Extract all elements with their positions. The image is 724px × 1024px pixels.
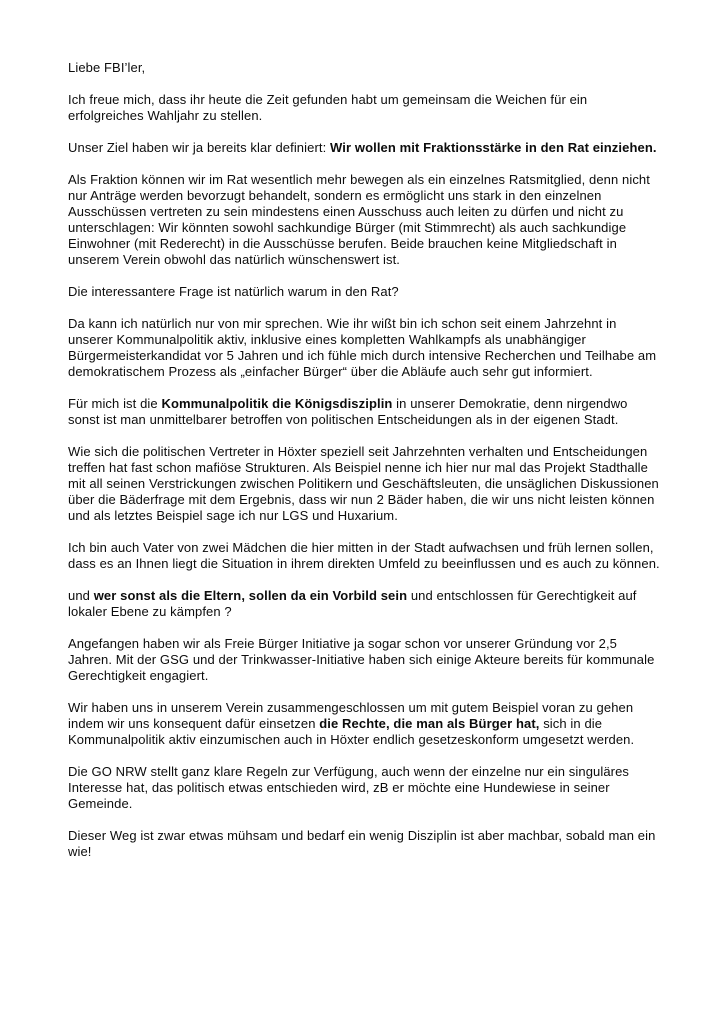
text-run: Ich freue mich, dass ihr heute die Zeit gefunden habt um gemeinsam die Weichen für ein erfolgreiches Wahljahr zu stellen. [68,92,588,123]
text-run-bold: die Rechte, die man als Bürger hat, [319,716,540,731]
paragraph-fbi-anfang [68,636,661,684]
text-run: Die GO NRW stellt ganz klare Regeln zur Verfügung, auch wenn der einzelne nur ein singuläres Interesse hat, das politisch etwas entschieden wird, zB er möchte eine Hundewiese in seiner Gemeinde. [68,764,630,811]
paragraph-koenigsdisziplin [68,396,661,428]
text-run-bold: Kommunalpolitik die Königsdisziplin [161,396,393,411]
paragraph-question [68,284,661,300]
paragraph-salutation [68,60,661,76]
text-run-bold: wer sonst als die Eltern, sollen da ein Vorbild sein [93,588,408,603]
text-run: Wir haben uns in unserem Verein zusammengeschlossen um mit gutem Beispiel voran zu gehen indem wir uns konsequent dafür einsetzen [68,700,634,731]
text-run: und [68,588,94,603]
text-run: Ich bin auch Vater von zwei Mädchen die hier mitten in der Stadt aufwachsen und früh lernen sollen, dass es an Ihnen liegt die Situation in ihrem direkten Umfeld zu beeinflussen und es auch zu können. [68,540,660,571]
paragraph-hoexter-kritik [68,444,661,524]
paragraph-fraktion [68,172,661,268]
paragraph-schluss [68,828,661,860]
text-run: Als Fraktion können wir im Rat wesentlich mehr bewegen als ein einzelnes Ratsmitglied, denn nicht nur Anträge werden bevorzugt behandelt, sondern es ermöglicht uns stark in den einzelnen Ausschüssen vertreten zu sein mindestens einen Ausschuss auch leiten zu dürfen und nicht zu unterschlagen: Wir könnten sowohl sachkundige Bürger (mit Stimmrecht) als auch sachkundige Einwohner (mit Rederecht) in die Ausschüsse berufen. Beide brauchen keine Mitgliedschaft in unserem Verein obwohl das natürlich wünschenswert ist. [68,172,650,267]
paragraph-experience [68,316,661,380]
text-run: und entschlossen für Gerechtigkeit auf lokaler Ebene zu kämpfen ? [68,588,637,619]
text-run: Da kann ich natürlich nur von mir sprechen. Wie ihr wißt bin ich schon seit einem Jahrzehnt in unserer Kommunalpolitik aktiv, inklusive eines kompletten Wahlkampfs als unabhängiger Bürgermeisterkandidat vor 5 Jahren und ich fühle mich durch intensive Recherchen und Teilhabe am demokratischem Prozess als „einfacher Bürger“ über die Abläufe auch sehr gut informiert. [68,316,657,379]
paragraph-verein [68,700,661,748]
text-run: Liebe FBI’ler, [68,60,146,75]
text-run: Dieser Weg ist zwar etwas mühsam und bedarf ein wenig Disziplin ist aber machbar, sobald man ein wie! [68,828,656,859]
text-run: in unserer Demokratie, denn nirgendwo sonst ist man unmittelbarer betroffen von politischen Entscheidungen als in der eigenen Stadt. [68,396,628,427]
paragraph-go-nrw [68,764,661,812]
text-run: Unser Ziel haben wir ja bereits klar definiert: [68,140,331,155]
text-run-bold: Wir wollen mit Fraktionsstärke in den Rat einziehen. [330,140,657,155]
paragraph-vater [68,540,661,572]
text-run: sich in die Kommunalpolitik aktiv einzumischen auch in Höxter endlich gesetzeskonform umgesetzt werden. [68,716,635,747]
text-run: Die interessantere Frage ist natürlich warum in den Rat? [68,284,399,299]
text-run: Für mich ist die [68,396,162,411]
text-run: Angefangen haben wir als Freie Bürger Initiative ja sogar schon vor unserer Gründung vor 2,5 Jahren. Mit der GSG und der Trinkwasser-Initiative haben sich einige Akteure bereits für kommunale Gerechtigkeit engagiert. [68,636,655,683]
paragraph-intro [68,92,661,124]
paragraph-vorbild [68,588,661,620]
paragraph-goal [68,140,661,156]
letter-body [68,60,661,876]
text-run: Wie sich die politischen Vertreter in Höxter speziell seit Jahrzehnten verhalten und Entscheidungen treffen hat fast schon mafiöse Strukturen. Als Beispiel nenne ich hier nur mal das Projekt Stadthalle mit all seinen Verstrickungen zwischen Politikern und Geschäftsleuten, die unsäglichen Diskussionen über die Bäderfrage mit dem Ergebnis, dass wir nun 2 Bäder haben, die wir uns nicht leisten können und als letztes Beispiel sage ich nur LGS und Huxarium. [68,444,659,523]
